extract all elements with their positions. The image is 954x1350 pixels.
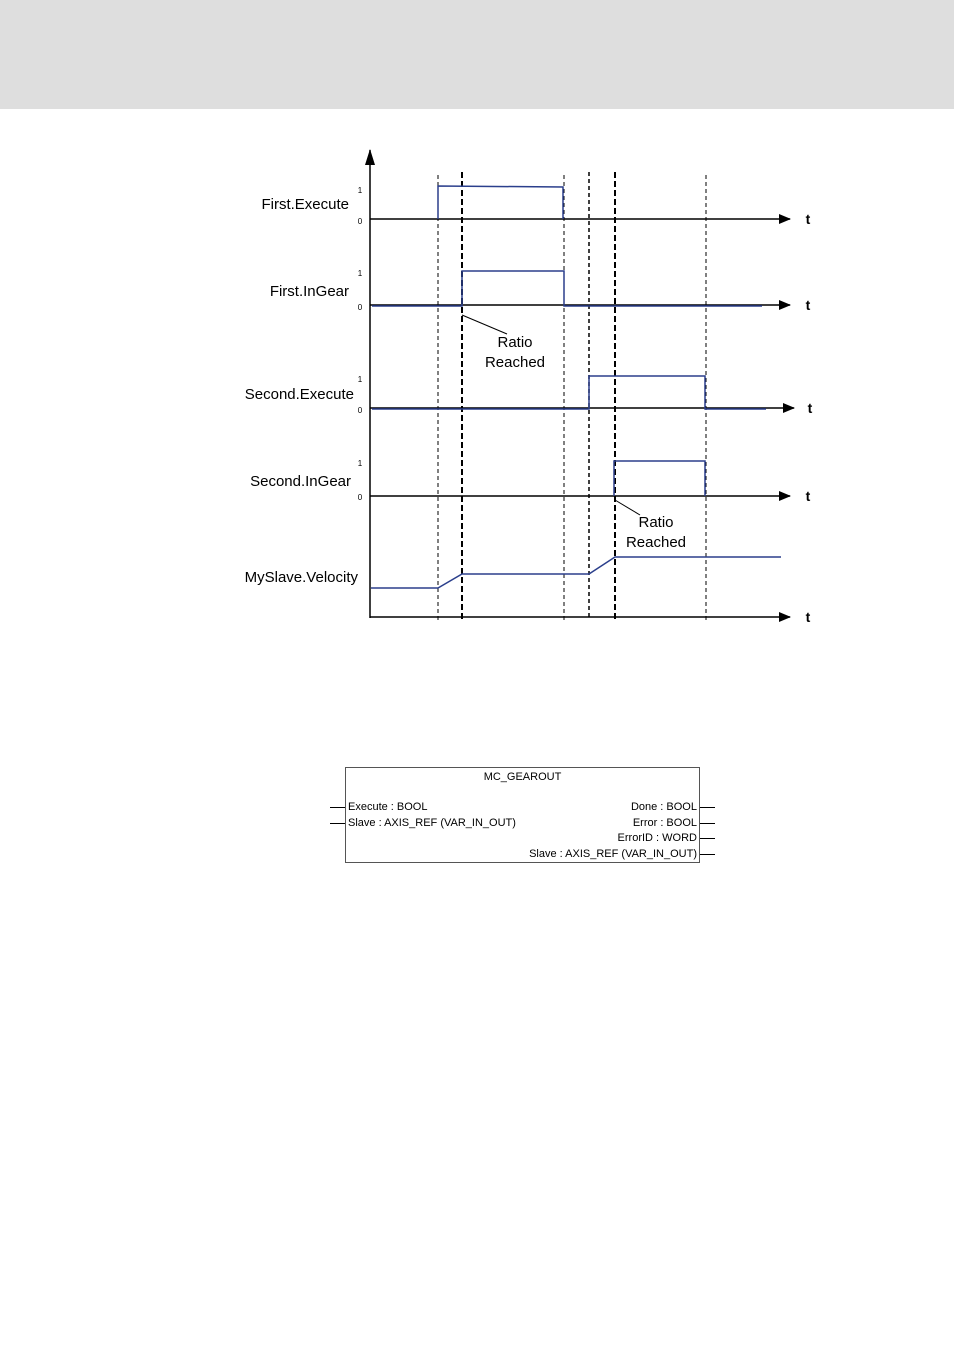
signal-label: First.InGear — [269, 283, 349, 300]
level-high-label: 1 — [357, 459, 363, 468]
signal-row-myslave-velocity — [245, 557, 811, 625]
signal-waveform — [438, 186, 563, 219]
output-connector-slave — [700, 854, 715, 855]
level-low-label: 0 — [357, 406, 363, 415]
output-connector-errorid — [700, 838, 715, 839]
signal-row-first-execute — [261, 186, 810, 227]
input-pin-slave: Slave : AXIS_REF (VAR_IN_OUT) — [348, 817, 516, 829]
function-block-title: MC_GEAROUT — [483, 771, 562, 783]
input-connector-slave — [330, 823, 345, 824]
level-high-label: 1 — [357, 375, 363, 384]
signal-row-second-ingear — [250, 459, 811, 551]
output-pin-error: Error : BOOL — [632, 817, 697, 829]
time-axis-label: t — [807, 400, 813, 416]
annotation-ratio-reached-2: Ratio — [638, 514, 674, 531]
level-low-label: 0 — [357, 493, 363, 502]
level-high-label: 1 — [357, 186, 363, 195]
time-axis-label: t — [805, 488, 811, 504]
annotation-ratio-reached-2-line2: Reached — [625, 534, 687, 551]
output-pin-errorid: ErrorID : WORD — [617, 832, 697, 844]
time-markers — [438, 172, 706, 622]
annotation-ratio-reached-1: Ratio — [497, 334, 533, 351]
annotation-leader-line — [462, 315, 507, 334]
input-pin-execute: Execute : BOOL — [348, 801, 428, 813]
time-axis-label: t — [805, 609, 811, 625]
output-connector-error — [700, 823, 715, 824]
annotation-leader-line — [615, 500, 640, 515]
time-axis-label: t — [805, 297, 811, 313]
level-low-label: 0 — [357, 217, 363, 226]
signal-waveform — [371, 557, 781, 588]
signal-waveform — [372, 271, 762, 306]
output-pin-done: Done : BOOL — [630, 801, 697, 813]
signal-row-second-execute — [245, 375, 813, 416]
signal-label: Second.InGear — [250, 473, 351, 490]
signal-waveform — [372, 376, 766, 409]
signal-label: First.Execute — [261, 196, 349, 213]
output-connector-done — [700, 807, 715, 808]
signal-row-first-ingear — [270, 269, 811, 371]
output-pin-slave: Slave : AXIS_REF (VAR_IN_OUT) — [529, 848, 697, 860]
time-axis-label: t — [805, 211, 811, 227]
annotation-ratio-reached-1-line2: Reached — [484, 354, 546, 371]
signal-waveform — [614, 461, 705, 496]
input-connector-execute — [330, 807, 345, 808]
function-block-mc-gearout — [345, 767, 700, 863]
level-high-label: 1 — [357, 269, 363, 278]
signal-label: MySlave.Velocity — [244, 569, 358, 586]
signal-label: Second.Execute — [244, 386, 354, 403]
level-low-label: 0 — [357, 303, 363, 312]
vertical-axis-arrow-icon — [365, 149, 375, 165]
